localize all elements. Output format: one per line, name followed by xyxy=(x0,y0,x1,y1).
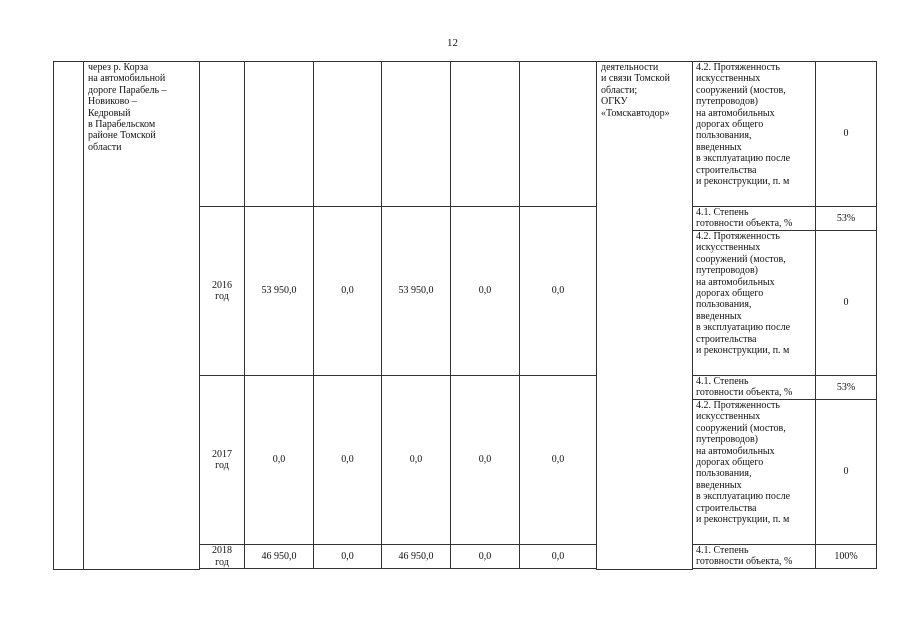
value-cell: 53 950,0 xyxy=(382,207,451,376)
program-table xyxy=(53,61,877,570)
year-cell xyxy=(200,62,245,207)
value-cell xyxy=(314,62,382,207)
year-cell: 2016 год xyxy=(200,207,245,376)
value-cell: 0,0 xyxy=(382,376,451,545)
executor-cell: деятельности и связи Томской области; ОГКУ «Томскавтодор» xyxy=(597,62,693,570)
year-cell: 2017 год xyxy=(200,376,245,545)
indicator-length-cell: 4.2. Протяженность искусственных сооружений (мостов, путепроводов) на автомобильных дорогах общего пользования, введенных в эксплуатацию после строительства и реконструкции, п. м xyxy=(693,231,816,376)
value-cell: 0,0 xyxy=(451,376,520,545)
indicator-readiness-cell: 4.1. Степень готовности объекта, % xyxy=(693,545,816,569)
value-cell: 0,0 xyxy=(314,207,382,376)
indicator-value-cell: 53% xyxy=(816,207,877,231)
value-cell: 0,0 xyxy=(314,545,382,569)
total-cell: 0,0 xyxy=(245,376,314,545)
value-cell: 0,0 xyxy=(520,207,597,376)
value-cell xyxy=(520,62,597,207)
total-cell: 53 950,0 xyxy=(245,207,314,376)
number-cell xyxy=(54,62,84,570)
object-name-cell: через р. Корза на автомобильной дороге Парабель – Новиково – Кедровый в Парабельском районе Томской области xyxy=(84,62,200,570)
value-cell: 0,0 xyxy=(520,545,597,569)
indicator-readiness-cell: 4.1. Степень готовности объекта, % xyxy=(693,376,816,400)
year-cell: 2018 год xyxy=(200,545,245,569)
indicator-length-cell: 4.2. Протяженность искусственных сооружений (мостов, путепроводов) на автомобильных дорогах общего пользования, введенных в эксплуатацию после строительства и реконструкции, п. м xyxy=(693,62,816,207)
page-number: 12 xyxy=(447,37,458,49)
indicator-length-cell: 4.2. Протяженность искусственных сооружений (мостов, путепроводов) на автомобильных дорогах общего пользования, введенных в эксплуатацию после строительства и реконструкции, п. м xyxy=(693,400,816,545)
total-cell: 46 950,0 xyxy=(245,545,314,569)
value-cell xyxy=(382,62,451,207)
total-cell xyxy=(245,62,314,207)
indicator-value-cell: 0 xyxy=(816,400,877,545)
value-cell: 0,0 xyxy=(520,376,597,545)
value-cell: 0,0 xyxy=(451,545,520,569)
table-row xyxy=(54,62,877,207)
indicator-value-cell: 100% xyxy=(816,545,877,569)
indicator-value-cell: 53% xyxy=(816,376,877,400)
indicator-value-cell: 0 xyxy=(816,62,877,207)
value-cell xyxy=(451,62,520,207)
value-cell: 0,0 xyxy=(314,376,382,545)
value-cell: 46 950,0 xyxy=(382,545,451,569)
value-cell: 0,0 xyxy=(451,207,520,376)
indicator-value-cell: 0 xyxy=(816,231,877,376)
indicator-readiness-cell: 4.1. Степень готовности объекта, % xyxy=(693,207,816,231)
